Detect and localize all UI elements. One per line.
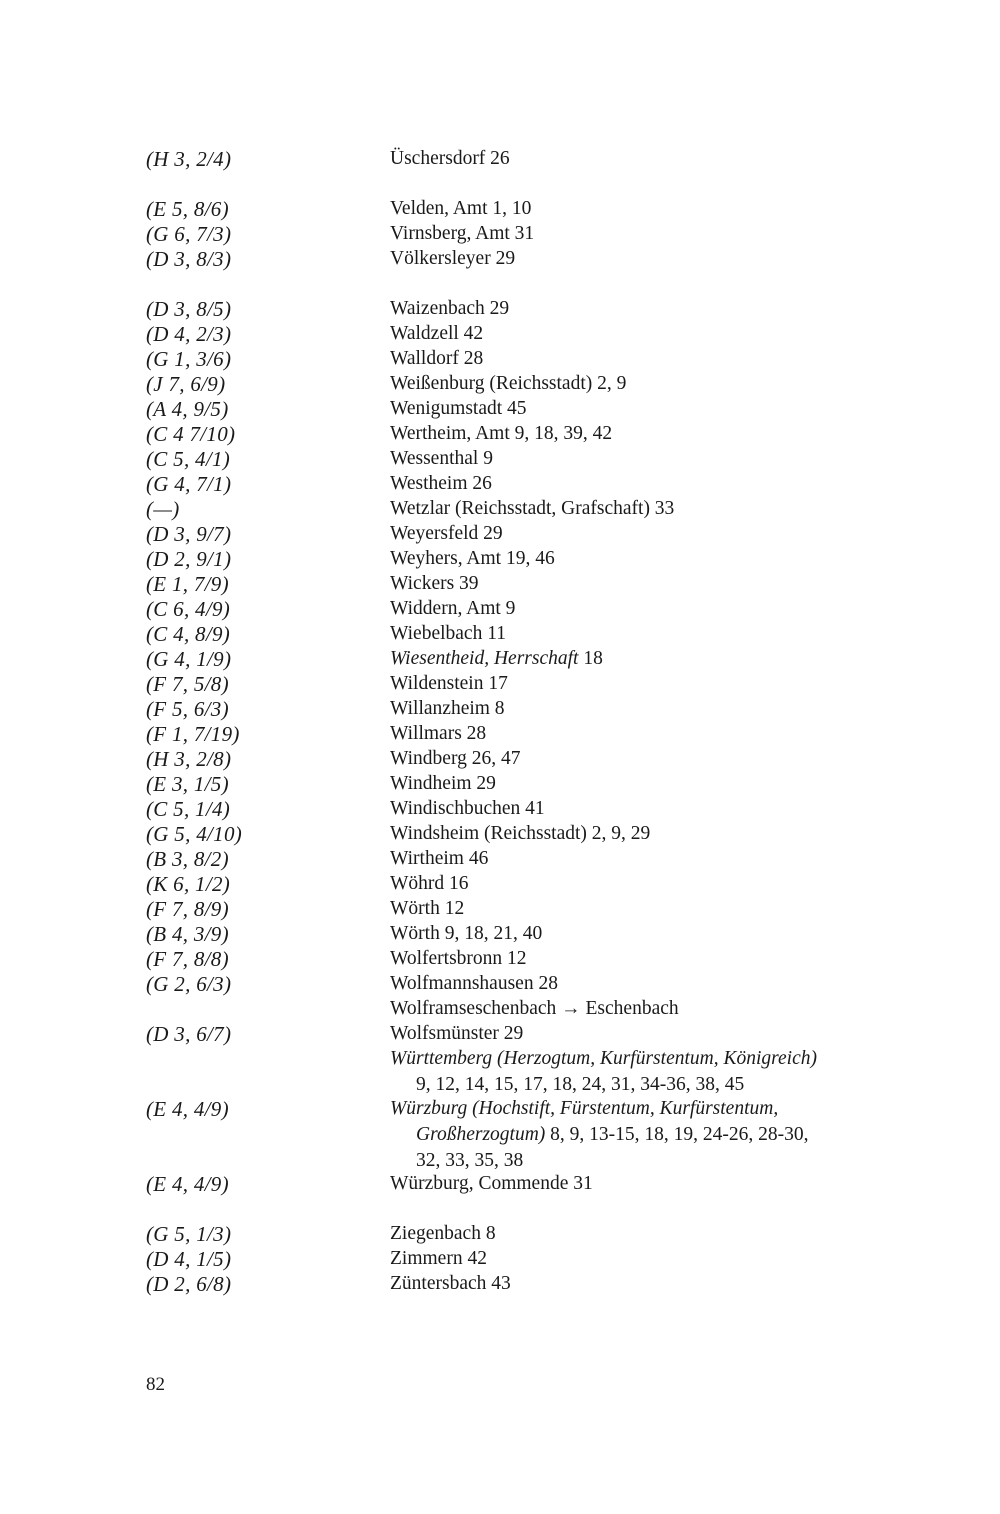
map-reference: (E 4, 4/9) [146,1172,229,1196]
index-entry [0,246,1000,272]
index-entry [0,996,1000,1022]
place-name: Wenigumstadt 45 [390,398,527,419]
map-reference: (A 4, 9/5) [146,397,229,421]
place-name: Virnsberg, Amt 31 [390,223,535,244]
place-name: Ziegenbach 8 [390,1223,496,1244]
place-name: Zimmern 42 [390,1248,487,1269]
index-entry [0,671,1000,697]
place-name: Wörth 9, 18, 21, 40 [390,923,543,944]
map-reference: (C 5, 1/4) [146,797,231,821]
place-name: Wessenthal 9 [390,448,493,469]
place-name: Züntersbach 43 [390,1273,511,1294]
map-reference: (J 7, 6/9) [146,372,226,396]
map-reference: (G 4, 1/9) [146,647,232,671]
map-reference: (D 4, 1/5) [146,1247,232,1271]
map-reference: (F 5, 6/3) [146,697,229,721]
index-entry [0,621,1000,647]
map-reference: (D 3, 6/7) [146,1022,232,1046]
index-entry [0,1246,1000,1272]
place-name: Willmars 28 [390,723,487,744]
index-entry [0,196,1000,222]
index-entry [0,1096,1000,1174]
map-reference: (E 3, 1/5) [146,772,229,796]
map-reference: (G 1, 3/6) [146,347,232,371]
place-name: Waizenbach 29 [390,298,510,319]
index-entry [0,946,1000,972]
index-entry [0,596,1000,622]
map-reference: (G 5, 1/3) [146,1222,232,1246]
place-name: Würzburg, Commende 31 [390,1173,593,1194]
place-name: Willanzheim 8 [390,698,505,719]
map-reference: (D 3, 8/5) [146,297,232,321]
index-entry [0,1171,1000,1197]
index-entry [0,921,1000,947]
place-name: Üschersdorf 26 [390,148,510,169]
place-name: Wickers 39 [390,573,479,594]
place-name: Windberg 26, 47 [390,748,521,769]
index-entry [0,346,1000,372]
map-reference: (E 1, 7/9) [146,572,229,596]
index-entry [0,1046,1000,1098]
place-name: Wolfmannshausen 28 [390,973,558,994]
index-entry [0,446,1000,472]
index-entry [0,221,1000,247]
place-name: Wiebelbach 11 [390,623,506,644]
index-entry [0,396,1000,422]
map-reference: (B 3, 8/2) [146,847,229,871]
map-reference: (G 4, 7/1) [146,472,232,496]
place-name: Widdern, Amt 9 [390,598,516,619]
index-entry [0,796,1000,822]
map-reference: (C 4 7/10) [146,422,236,446]
map-reference: (D 2, 9/1) [146,547,232,571]
map-reference: (C 4, 8/9) [146,622,231,646]
index-entry [0,771,1000,797]
place-name: Westheim 26 [390,473,492,494]
index-entry [0,296,1000,322]
map-reference: (D 3, 9/7) [146,522,232,546]
index-entry [0,646,1000,672]
index-entry [0,496,1000,522]
place-name: Wetzlar (Reichsstadt, Grafschaft) 33 [390,498,675,519]
place-name: Wirtheim 46 [390,848,489,869]
map-reference: (H 3, 2/8) [146,747,232,771]
index-entry [0,371,1000,397]
index-entry [0,421,1000,447]
place-name: Wolfertsbronn 12 [390,948,527,969]
index-entry [0,871,1000,897]
place-name: Weyhers, Amt 19, 46 [390,548,555,569]
index-entry [0,846,1000,872]
place-name: Velden, Amt 1, 10 [390,198,532,219]
index-entry [0,696,1000,722]
map-reference: (D 2, 6/8) [146,1272,232,1296]
map-reference: (—) [146,497,180,521]
map-reference: (E 4, 4/9) [146,1097,229,1121]
index-entry [0,521,1000,547]
place-name: Weyersfeld 29 [390,523,503,544]
index-entry [0,721,1000,747]
map-reference: (C 6, 4/9) [146,597,231,621]
map-reference: (F 7, 8/9) [146,897,229,921]
place-name: Wörth 12 [390,898,465,919]
index-entry [0,146,1000,172]
place-name: Windischbuchen 41 [390,798,545,819]
place-name: Wolfsmünster 29 [390,1023,524,1044]
place-name: Wolframseschenbach → Eschenbach [390,998,679,1019]
map-reference: (G 2, 6/3) [146,972,232,996]
place-name: Windheim 29 [390,773,496,794]
place-name: Wildenstein 17 [390,673,508,694]
map-reference: (C 5, 4/1) [146,447,231,471]
place-name: Wertheim, Amt 9, 18, 39, 42 [390,423,613,444]
place-name: Wöhrd 16 [390,873,469,894]
place-name: Würzburg (Hochstift, Fürstentum, Kurfürstentum, Großherzogtum) 8, 9, 13-15, 18, 19, 24-26, 28-30, 32, 33, 35, 38 [390,1098,809,1171]
place-name: Wiesentheid, Herrschaft 18 [390,648,603,669]
index-entry [0,321,1000,347]
map-reference: (F 7, 5/8) [146,672,229,696]
map-reference: (H 3, 2/4) [146,147,232,171]
map-reference: (F 7, 8/8) [146,947,229,971]
index-entry [0,746,1000,772]
map-reference: (G 6, 7/3) [146,222,232,246]
index-entry [0,896,1000,922]
index-entry [0,1221,1000,1247]
place-name: Windsheim (Reichsstadt) 2, 9, 29 [390,823,651,844]
map-reference: (D 4, 2/3) [146,322,232,346]
index-entry [0,546,1000,572]
index-entry [0,1271,1000,1297]
map-reference: (G 5, 4/10) [146,822,243,846]
map-reference: (E 5, 8/6) [146,197,229,221]
map-reference: (B 4, 3/9) [146,922,229,946]
index-entry [0,971,1000,997]
map-reference: (F 1, 7/19) [146,722,240,746]
index-entry [0,571,1000,597]
place-name: Walldorf 28 [390,348,484,369]
place-name: Württemberg (Herzogtum, Kurfürstentum, Königreich) 9, 12, 14, 15, 17, 18, 24, 31, 34-36, 38, 45 [390,1048,817,1095]
place-name: Völkersleyer 29 [390,248,516,269]
page-number: 82 [146,1374,165,1395]
place-name: Weißenburg (Reichsstadt) 2, 9 [390,373,627,394]
index-entry [0,821,1000,847]
map-reference: (K 6, 1/2) [146,872,231,896]
place-name: Waldzell 42 [390,323,484,344]
index-entry [0,471,1000,497]
map-reference: (D 3, 8/3) [146,247,232,271]
index-entry [0,1021,1000,1047]
